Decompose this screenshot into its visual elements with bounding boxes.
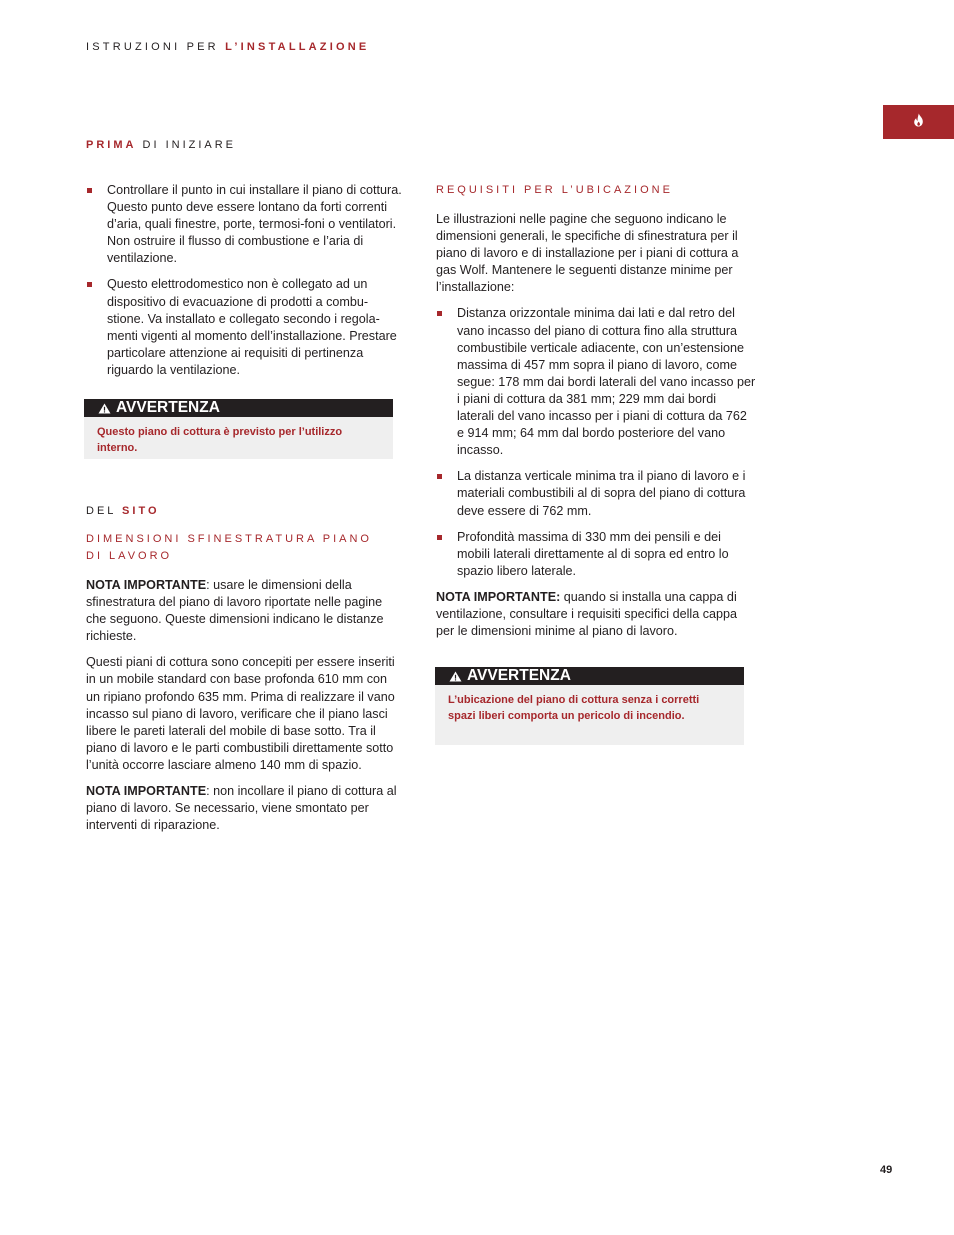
warning-title-bar	[84, 399, 393, 417]
paragraph: Questi piani di cottura sono concepiti per essere inseriti in un mobile standard con base profonda 610 mm con un ripiano profondo 635 mm. Prima di realizzare il vano incasso sul piano di lavoro, verificare che il piano lasci libere le pareti laterali del mobile di base sotto. Tra il piano di lavoro e le parti combustibili direttamente sotto l’unità occorre lasciare almeno 140 mm di spazio.	[86, 655, 395, 772]
warning-text: Questo piano di cottura è previsto per l’utilizzo interno.	[97, 426, 343, 454]
warning-triangle-icon	[98, 403, 111, 414]
nota-label: NOTA IMPORTANTE	[86, 578, 207, 592]
flame-icon	[913, 113, 924, 132]
section-heading-prima	[86, 139, 236, 151]
section-heading-sito	[86, 505, 160, 517]
prima-bullets-block	[86, 182, 404, 388]
list-item: La distanza verticale minima tra il piano di lavoro e i materiali combustibili al di sopra del piano di cottura deve essere di 762 mm.	[436, 468, 756, 519]
subheading-dimensioni: DIMENSIONI SFINESTRATURA PIANO DI LAVORO	[86, 533, 372, 562]
warning-title: AVVERTENZA	[467, 667, 571, 684]
sito-body	[86, 577, 404, 843]
paragraph	[86, 783, 404, 834]
running-header	[86, 41, 369, 53]
heading-accent: SITO	[122, 505, 160, 517]
header-accent: L’INSTALLAZIONE	[225, 41, 370, 53]
warning-title: AVVERTENZA	[116, 399, 220, 416]
list-item: Questo elettrodomestico non è collegato ad un dispositivo di evacuazione di prodotti a combu-stione. Va installato e collegato secondo i regola-menti vigenti al momento dell’installazione. Prestare particolare attenzione ai requisiti di pertinenza riguardo la ventilazione.	[86, 276, 404, 379]
nota-text: quando si installa una cappa di ventilazione, consultare i requisiti specifici della cappa per le dimensioni minime al piano di lavoro.	[436, 589, 738, 639]
bullet-list	[86, 182, 404, 379]
heading-rest: DEL	[86, 505, 123, 517]
header-prefix: ISTRUZIONI PER	[86, 41, 226, 53]
warning-box	[84, 399, 393, 459]
list-item: Profondità massima di 330 mm dei pensili e dei mobili laterali direttamente al di sopra ed entro lo spazio libero laterale.	[436, 529, 756, 580]
warning-triangle-icon	[449, 671, 462, 682]
warning-title-bar	[435, 667, 744, 685]
nota-label: NOTA IMPORTANTE:	[436, 589, 561, 604]
paragraph	[86, 577, 404, 645]
paragraph	[436, 589, 756, 640]
heading-accent: PRIMA	[86, 139, 137, 151]
paragraph: Le illustrazioni nelle pagine che seguono indicano le dimensioni generali, le specifiche di sfinestratura per il piano di lavoro e di installazione per i piani di cottura a gas Wolf. Mantenere le seguenti distanze minime per l’installazione:	[436, 212, 739, 295]
nota-label: NOTA IMPORTANTE	[86, 784, 207, 799]
nota-text: : usare le dimensioni della sfinestratura del piano di lavoro riportate nelle pagine che seguono. Queste dimensioni indicano le distanze richieste.	[86, 578, 384, 644]
section-tab	[883, 105, 954, 139]
subheading-requisiti: REQUISITI PER L’UBICAZIONE	[436, 184, 673, 196]
page-number: 49	[880, 1164, 893, 1176]
heading-rest: DI INIZIARE	[136, 139, 237, 151]
bullet-list	[436, 305, 756, 579]
requisiti-body	[436, 211, 756, 649]
warning-box	[435, 667, 744, 745]
warning-text: L’ubicazione del piano di cottura senza i corretti spazi liberi comporta un pericolo di incendio.	[448, 694, 700, 722]
list-item: Controllare il punto in cui installare il piano di cottura. Questo punto deve essere lontano da forti correnti d’aria, quali finestre, porte, termosi-foni o ventilatori. Non ostruire il flusso di combustione e l’aria di ventilazione.	[86, 182, 404, 267]
nota-text: : non incollare il piano di cottura al piano di lavoro. Se necessario, viene smontato per interventi di riparazione.	[86, 784, 397, 833]
list-item: Distanza orizzontale minima dai lati e dal retro del vano incasso del piano di cottura fino alla struttura combustibile verticale adiacente, con un’estensione massima di 457 mm sopra il piano di lavoro, come segue: 178 mm dai bordi laterali del vano incasso per i piani di cottura da 381 mm; 229 mm dai bordi laterali del vano incasso per i piani di cottura da 762 e 914 mm; 64 mm dal bordo posteriore del vano incasso.	[436, 305, 756, 459]
